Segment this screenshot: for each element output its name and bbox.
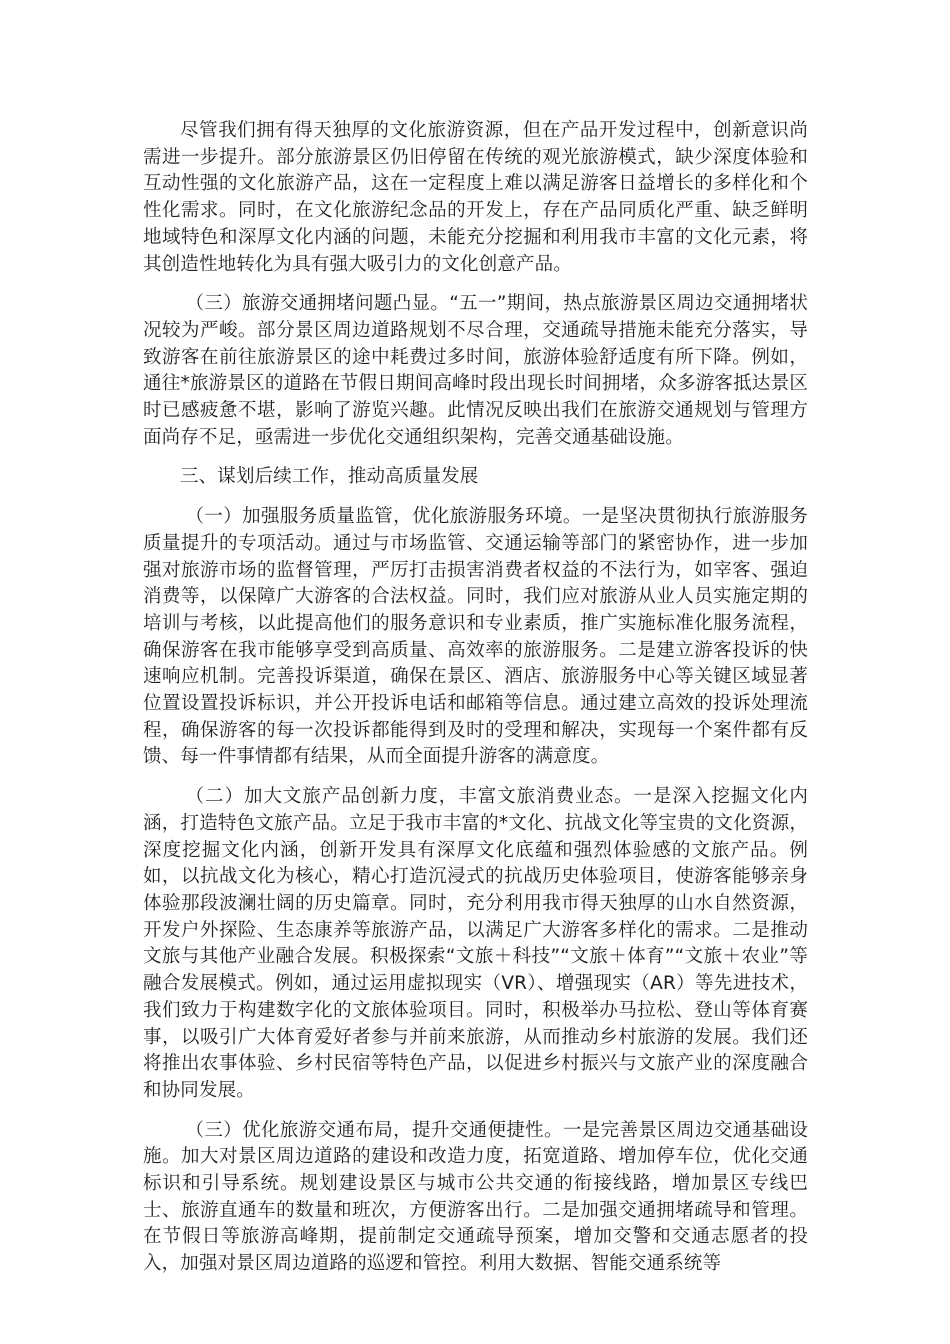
paragraph-service-quality: （一）加强服务质量监管，优化旅游服务环境。一是坚决贯彻执行旅游服务质量提升的专项活动。通过与市场监管、交通运输等部门的紧密协作，进一步加强对旅游市场的监督管理，严厉打击损害消费者权益的不法行为，如宰客、强迫消费等，以保障广大游客的合法权益。同时，我们应对旅游从业人员实施定期的培训与考核，以此提高他们的服务意识和专业素质，推广实施标准化服务流程，确保游客在我市能够享受到高质量、高效率的旅游服务。二是建立游客投诉的快速响应机制。完善投诉渠道，确保在景区、酒店、旅游服务中心等关键区域显著位置设置投诉标识，并公开投诉电话和邮箱等信息。通过建立高效的投诉处理流程，确保游客的每一次投诉都能得到及时的受理和解决，实现每一个案件都有反馈、每一件事情都有结果，从而全面提升游客的满意度。 [143,506,808,768]
paragraph-traffic-congestion-issue: （三）旅游交通拥堵问题凸显。“五一”期间，热点旅游景区周边交通拥堵状况较为严峻。部分景区周边道路规划不尽合理，交通疏导措施未能充分落实，导致游客在前往旅游景区的途中耗费过多时间，旅游体验舒适度有所下降。例如，通往*旅游景区的道路在节假日期间高峰时段出现长时间拥堵，众多游客抵达景区时已感疲惫不堪，影响了游览兴趣。此情况反映出我们在旅游交通规划与管理方面尚存不足，亟需进一步优化交通组织架构，完善交通基础设施。 [143,293,808,448]
paragraph-product-innovation: （二）加大文旅产品创新力度，丰富文旅消费业态。一是深入挖掘文化内涵，打造特色文旅产品。立足于我市丰富的*文化、抗战文化等宝贵的文化资源，深度挖掘文化内涵，创新开发具有深厚文化底蕴和强烈体验感的文旅产品。例如，以抗战文化为核心，精心打造沉浸式的抗战历史体验项目，使游客能够亲身体验那段波澜壮阔的历史篇章。同时，充分利用我市得天独厚的山水自然资源，开发户外探险、生态康养等旅游产品，以满足广大游客多样化的需求。二是推动文旅与其他产业融合发展。积极探索“文旅＋科技”“文旅＋体育”“文旅＋农业”等融合发展模式。例如，通过运用虚拟现实（VR）、增强现实（AR）等先进技术，我们致力于构建数字化的文旅体验项目。同时，积极举办马拉松、登山等体育赛事，以吸引广大体育爱好者参与并前来旅游，从而推动乡村旅游的发展。我们还将推出农事体验、乡村民宿等特色产品，以促进乡村振兴与文旅产业的深度融合和协同发展。 [143,786,808,1101]
document-body [143,118,808,1291]
section-heading-follow-up-work: 三、谋划后续工作，推动高质量发展 [180,466,479,488]
paragraph-traffic-layout: （三）优化旅游交通布局，提升交通便捷性。一是完善景区周边交通基础设施。加大对景区周边道路的建设和改造力度，拓宽道路、增加停车位，优化交通标识和引导系统。规划建设景区与城市公共交通的衔接线路，增加景区专线巴士、旅游直通车的数量和班次，方便游客出行。二是加强交通拥堵疏导和管理。在节假日等旅游高峰期，提前制定交通疏导预案，增加交警和交通志愿者的投入，加强对景区周边道路的巡逻和管控。利用大数据、智能交通系统等 [143,1119,808,1275]
paragraph-product-innovation-issue: 尽管我们拥有得天独厚的文化旅游资源，但在产品开发过程中，创新意识尚需进一步提升。部分旅游景区仍旧停留在传统的观光旅游模式，缺少深度体验和互动性强的文化旅游产品，这在一定程度上难以满足游客日益增长的多样化和个性化需求。同时，在文化旅游纪念品的开发上，存在产品同质化严重、缺乏鲜明地域特色和深厚文化内涵的问题，未能充分挖掘和利用我市丰富的文化元素，将其创造性地转化为具有强大吸引力的文化创意产品。 [143,120,808,275]
